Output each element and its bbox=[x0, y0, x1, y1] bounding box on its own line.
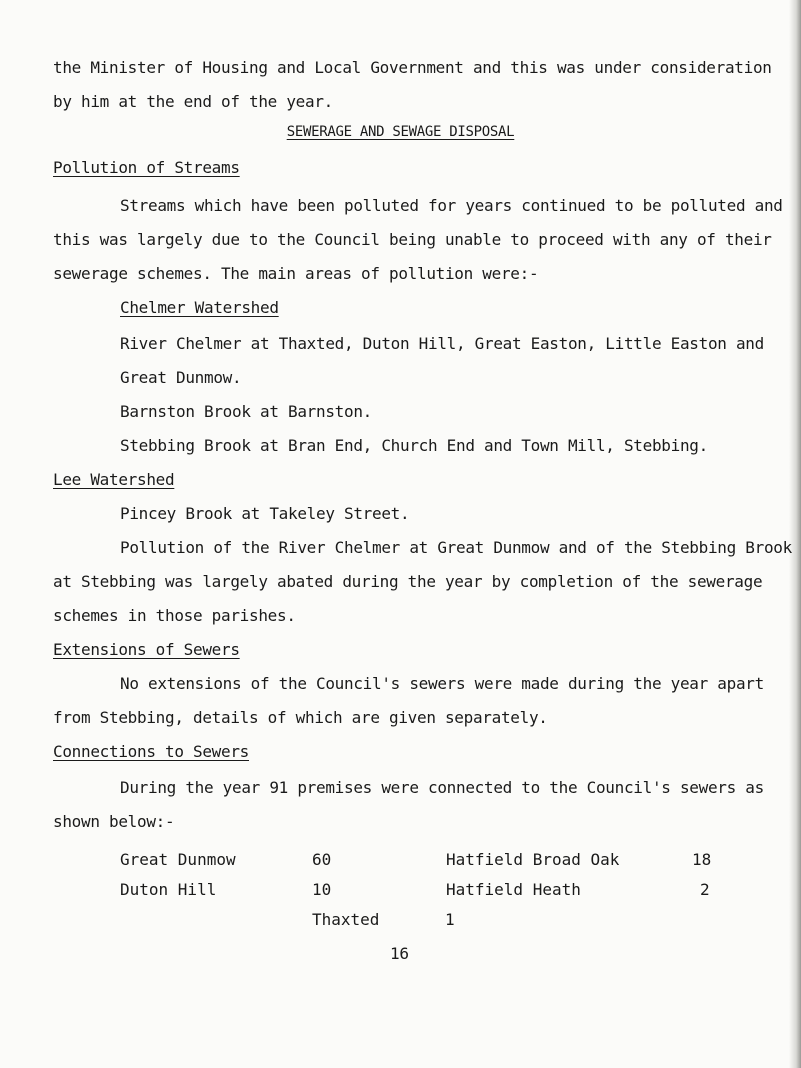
text-line: Streams which have been polluted for years continued to be polluted and bbox=[120, 196, 783, 215]
text-line: Barnston Brook at Barnston. bbox=[120, 402, 372, 421]
page-edge-shadow bbox=[789, 0, 801, 1068]
section-heading bbox=[0, 124, 801, 140]
table-place: Duton Hill bbox=[120, 880, 217, 899]
subheading-extensions: Extensions of Sewers bbox=[53, 640, 240, 659]
text-line: During the year 91 premises were connected to the Council's sewers as bbox=[120, 778, 764, 797]
page-number: 16 bbox=[390, 944, 409, 963]
text-line: Pollution of the River Chelmer at Great Dunmow and of the Stebbing Brook bbox=[120, 538, 792, 557]
subheading-connections: Connections to Sewers bbox=[53, 742, 249, 761]
section-heading-text: SEWERAGE AND SEWAGE DISPOSAL bbox=[286, 124, 515, 140]
subheading-chelmer: Chelmer Watershed bbox=[120, 298, 279, 317]
table-count: 10 bbox=[312, 880, 332, 899]
text-line: shown below:- bbox=[53, 812, 175, 831]
table-place: Thaxted bbox=[312, 910, 380, 929]
text-line: River Chelmer at Thaxted, Duton Hill, Great Easton, Little Easton and bbox=[120, 334, 764, 353]
text-line: from Stebbing, details of which are given separately. bbox=[53, 708, 548, 727]
text-line: Stebbing Brook at Bran End, Church End and Town Mill, Stebbing. bbox=[120, 436, 708, 455]
text-line: Pincey Brook at Takeley Street. bbox=[120, 504, 410, 523]
text-line: Great Dunmow. bbox=[120, 368, 242, 387]
table-count: 2 bbox=[700, 880, 710, 899]
subheading-pollution: Pollution of Streams bbox=[53, 158, 240, 177]
subheading-lee: Lee Watershed bbox=[53, 470, 175, 489]
text-line: No extensions of the Council's sewers were made during the year apart bbox=[120, 674, 764, 693]
table-place: Hatfield Heath bbox=[446, 880, 581, 899]
text-line: sewerage schemes. The main areas of pollution were:- bbox=[53, 264, 539, 283]
table-place: Hatfield Broad Oak bbox=[446, 850, 620, 869]
text-line: at Stebbing was largely abated during the year by completion of the sewerage bbox=[53, 572, 763, 591]
table-count: 60 bbox=[312, 850, 332, 869]
table-count: 1 bbox=[445, 910, 455, 929]
table-place: Great Dunmow bbox=[120, 850, 236, 869]
text-line: schemes in those parishes. bbox=[53, 606, 296, 625]
table-count: 18 bbox=[692, 850, 712, 869]
text-line: by him at the end of the year. bbox=[53, 92, 333, 111]
text-line: this was largely due to the Council being unable to proceed with any of their bbox=[53, 230, 772, 249]
text-line: the Minister of Housing and Local Government and this was under consideration bbox=[53, 58, 772, 77]
